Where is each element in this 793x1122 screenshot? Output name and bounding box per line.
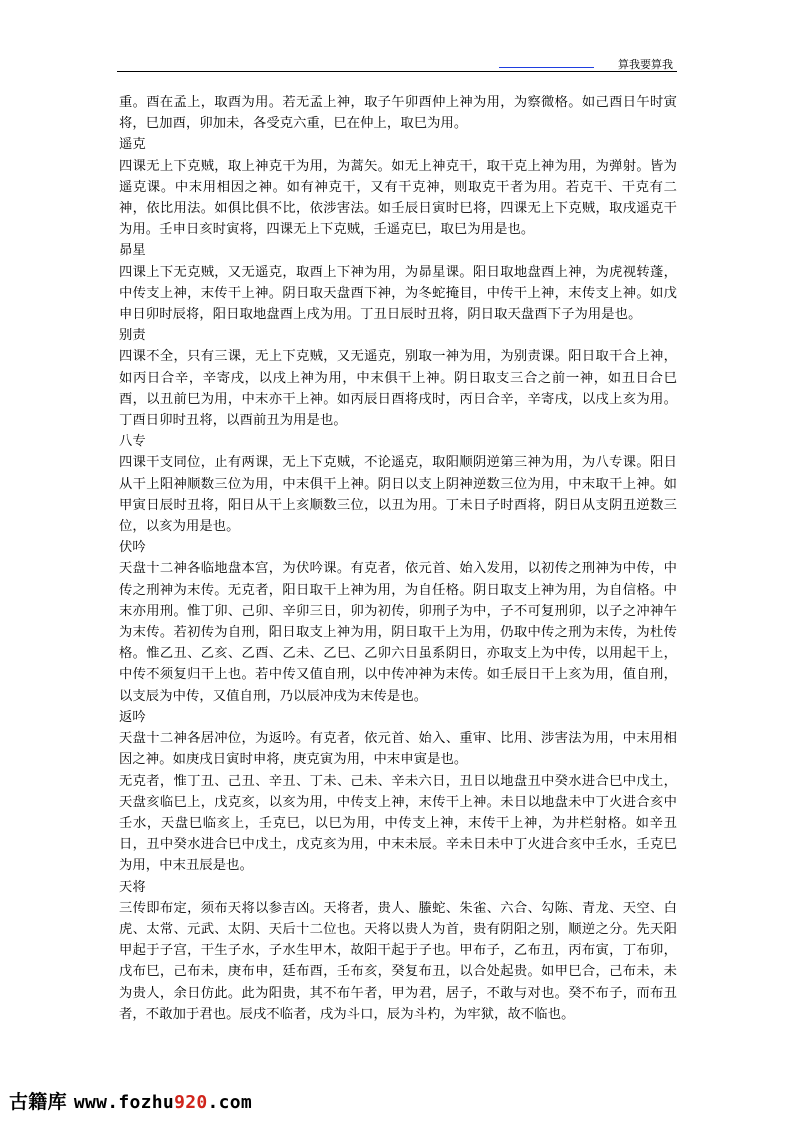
header-rule [117,71,677,72]
page-header [117,50,677,72]
paragraph: 无克者，惟丁丑、己丑、辛丑、丁未、己未、辛未六日，丑日以地盘丑中癸水进合巳中戊土，天盘亥临巳上，戊克亥，以亥为用，中传支上神，末传干上神。未日以地盘未中丁火进合亥中壬水，天盘巳临亥上，壬克巳，以巳为用，中传支上神，末传干上神，为井栏射格。如辛丑日，丑中癸水进合巳中戊土，戊克亥为用，中末未辰。辛未日未中丁火进合亥中壬水，壬克巳为用，中末丑辰是也。 [119,773,677,874]
footer-site [74,1092,252,1113]
paragraph: 四课干支同位，止有两课，无上下克贼，不论遥克，取阳顺阴逆第三神为用，为八专课。阳日从干上阳神顺数三位为用，中末俱干上神。阴日以支上阴神逆数三位为用，中末取干上神。如甲寅日辰时丑将，阳日从干上亥顺数三位，以丑为用。丁未日子时酉将，阴日从支阴丑逆数三位，以亥为用是也。 [119,455,677,535]
paragraph: 重。酉在孟上，取酉为用。若无孟上神，取子午卯酉仲上神为用，为察微格。如己酉日午时寅将，巳加酉，卯加未，各受克六重，巳在仲上，取巳为用。 [119,95,677,132]
footer-site-prefix: www.fozhu [73,1092,175,1113]
section-heading-biezhe: 别责 [119,328,146,344]
header-link-underline [499,67,594,68]
section-heading-fanyin: 返吟 [119,709,146,725]
paragraph: 天盘十二神各居冲位，为返吟。有克者，依元首、始入、重审、比用、涉害法为用，中末用相因之神。如庚戌日寅时申将，庚克寅为用，中末申寅是也。 [119,731,677,768]
paragraph: 四课不全，只有三课，无上下克贼，又无遥克，别取一神为用，为别责课。阳日取干合上神，如丙日合辛，辛寄戌，以戌上神为用，中末俱干上神。阴日取支三合之前一神，如丑日合巳酉，以丑前巳为用，中末亦干上神。如丙辰日酉将戌时，丙日合辛，辛寄戌，以戌上亥为用。丁酉日卯时丑将，以酉前丑为用是也。 [119,349,677,429]
footer-site-suffix: .com [207,1092,253,1113]
section-heading-maoxing: 昴星 [119,243,146,259]
section-heading-tianjiang: 天将 [119,879,146,895]
paragraph: 三传即布定，须布天将以参吉凶。天将者，贵人、螣蛇、朱雀、六合、勾陈、青龙、天空、白虎、太常、元武、太阴、天后十二位也。天将以贵人为首，贵有阴阳之别，顺逆之分。先天阳甲起于子宫，干生子水，子水生甲木，故阳干起于子也。甲布子，乙布丑，丙布寅，丁布卯，戊布巳，己布未，庚布申，廷布酉，壬布亥，癸复布丑，以合处起贵。如甲巳合，己布未，未为贵人，余日仿此。此为阳贵，其不布午者，甲为君，居子，不敢与对也。癸不布子，而布丑者，不敢加于君也。辰戌不临者，戌为斗口，辰为斗杓，为牢狱，故不临也。 [119,900,677,1022]
paragraph: 四课上下无克贼，又无遥克，取酉上下神为用，为昴星课。阳日取地盘酉上神，为虎视转蓬，中传支上神，末传干上神。阴日取天盘酉下神，为冬蛇掩目，中传干上神，末传支上神。如戊申日卯时辰将，阳日取地盘酉上戌为用。丁丑日辰时丑将，阴日取天盘酉下子为用是也。 [119,264,677,323]
paragraph: 天盘十二神各临地盘本宫，为伏吟课。有克者，依元首、始入发用，以初传之刑神为中传，中传之刑神为末传。无克者，阳日取干上神为用，为自任格。阴日取支上神为用，为自信格。中末亦用刑。惟丁卯、己卯、辛卯三日，卯为初传，卯刑子为中，子不可复刑卯，以子之冲神午为末传。若初传为自刑，阳日取支上神为用，阴日取干上为用，仍取中传之刑为末传，为杜传格。惟乙丑、乙亥、乙酉、乙未、乙巳、乙卯六日虽系阴日，亦取支上为中传，以用起干上，中传不须复归干上也。若中传又值自刑，以中传冲神为末传。如壬辰日干上亥为用，值自刑，以支辰为中传，又值自刑，乃以辰冲戌为末传是也。 [119,561,677,704]
section-heading-bazhuan: 八专 [119,434,146,450]
section-heading-fuyin: 伏吟 [119,540,146,556]
paragraph: 四课无上下克贼，取上神克干为用，为蒿矢。如无上神克干，取干克上神为用，为弹射。皆为遥克课。中末用相因之神。如有神克干，又有干克神，则取克干者为用。若克干、干克有二神，依比用法。如俱比俱不比，依涉害法。如壬辰日寅时巳将，四课无上下克贼，取戌遥克干为用。壬申日亥时寅将，四课无上下克贼，壬遥克巳，取巳为用是也。 [119,158,677,238]
section-heading-yaoke: 遥克 [119,137,146,153]
footer-watermark [9,1087,252,1114]
footer-site-number: 920 [174,1092,208,1113]
footer-brand: 古籍库 [9,1091,67,1113]
document-body [119,92,677,1025]
header-title: 算我要算我 [618,58,673,71]
